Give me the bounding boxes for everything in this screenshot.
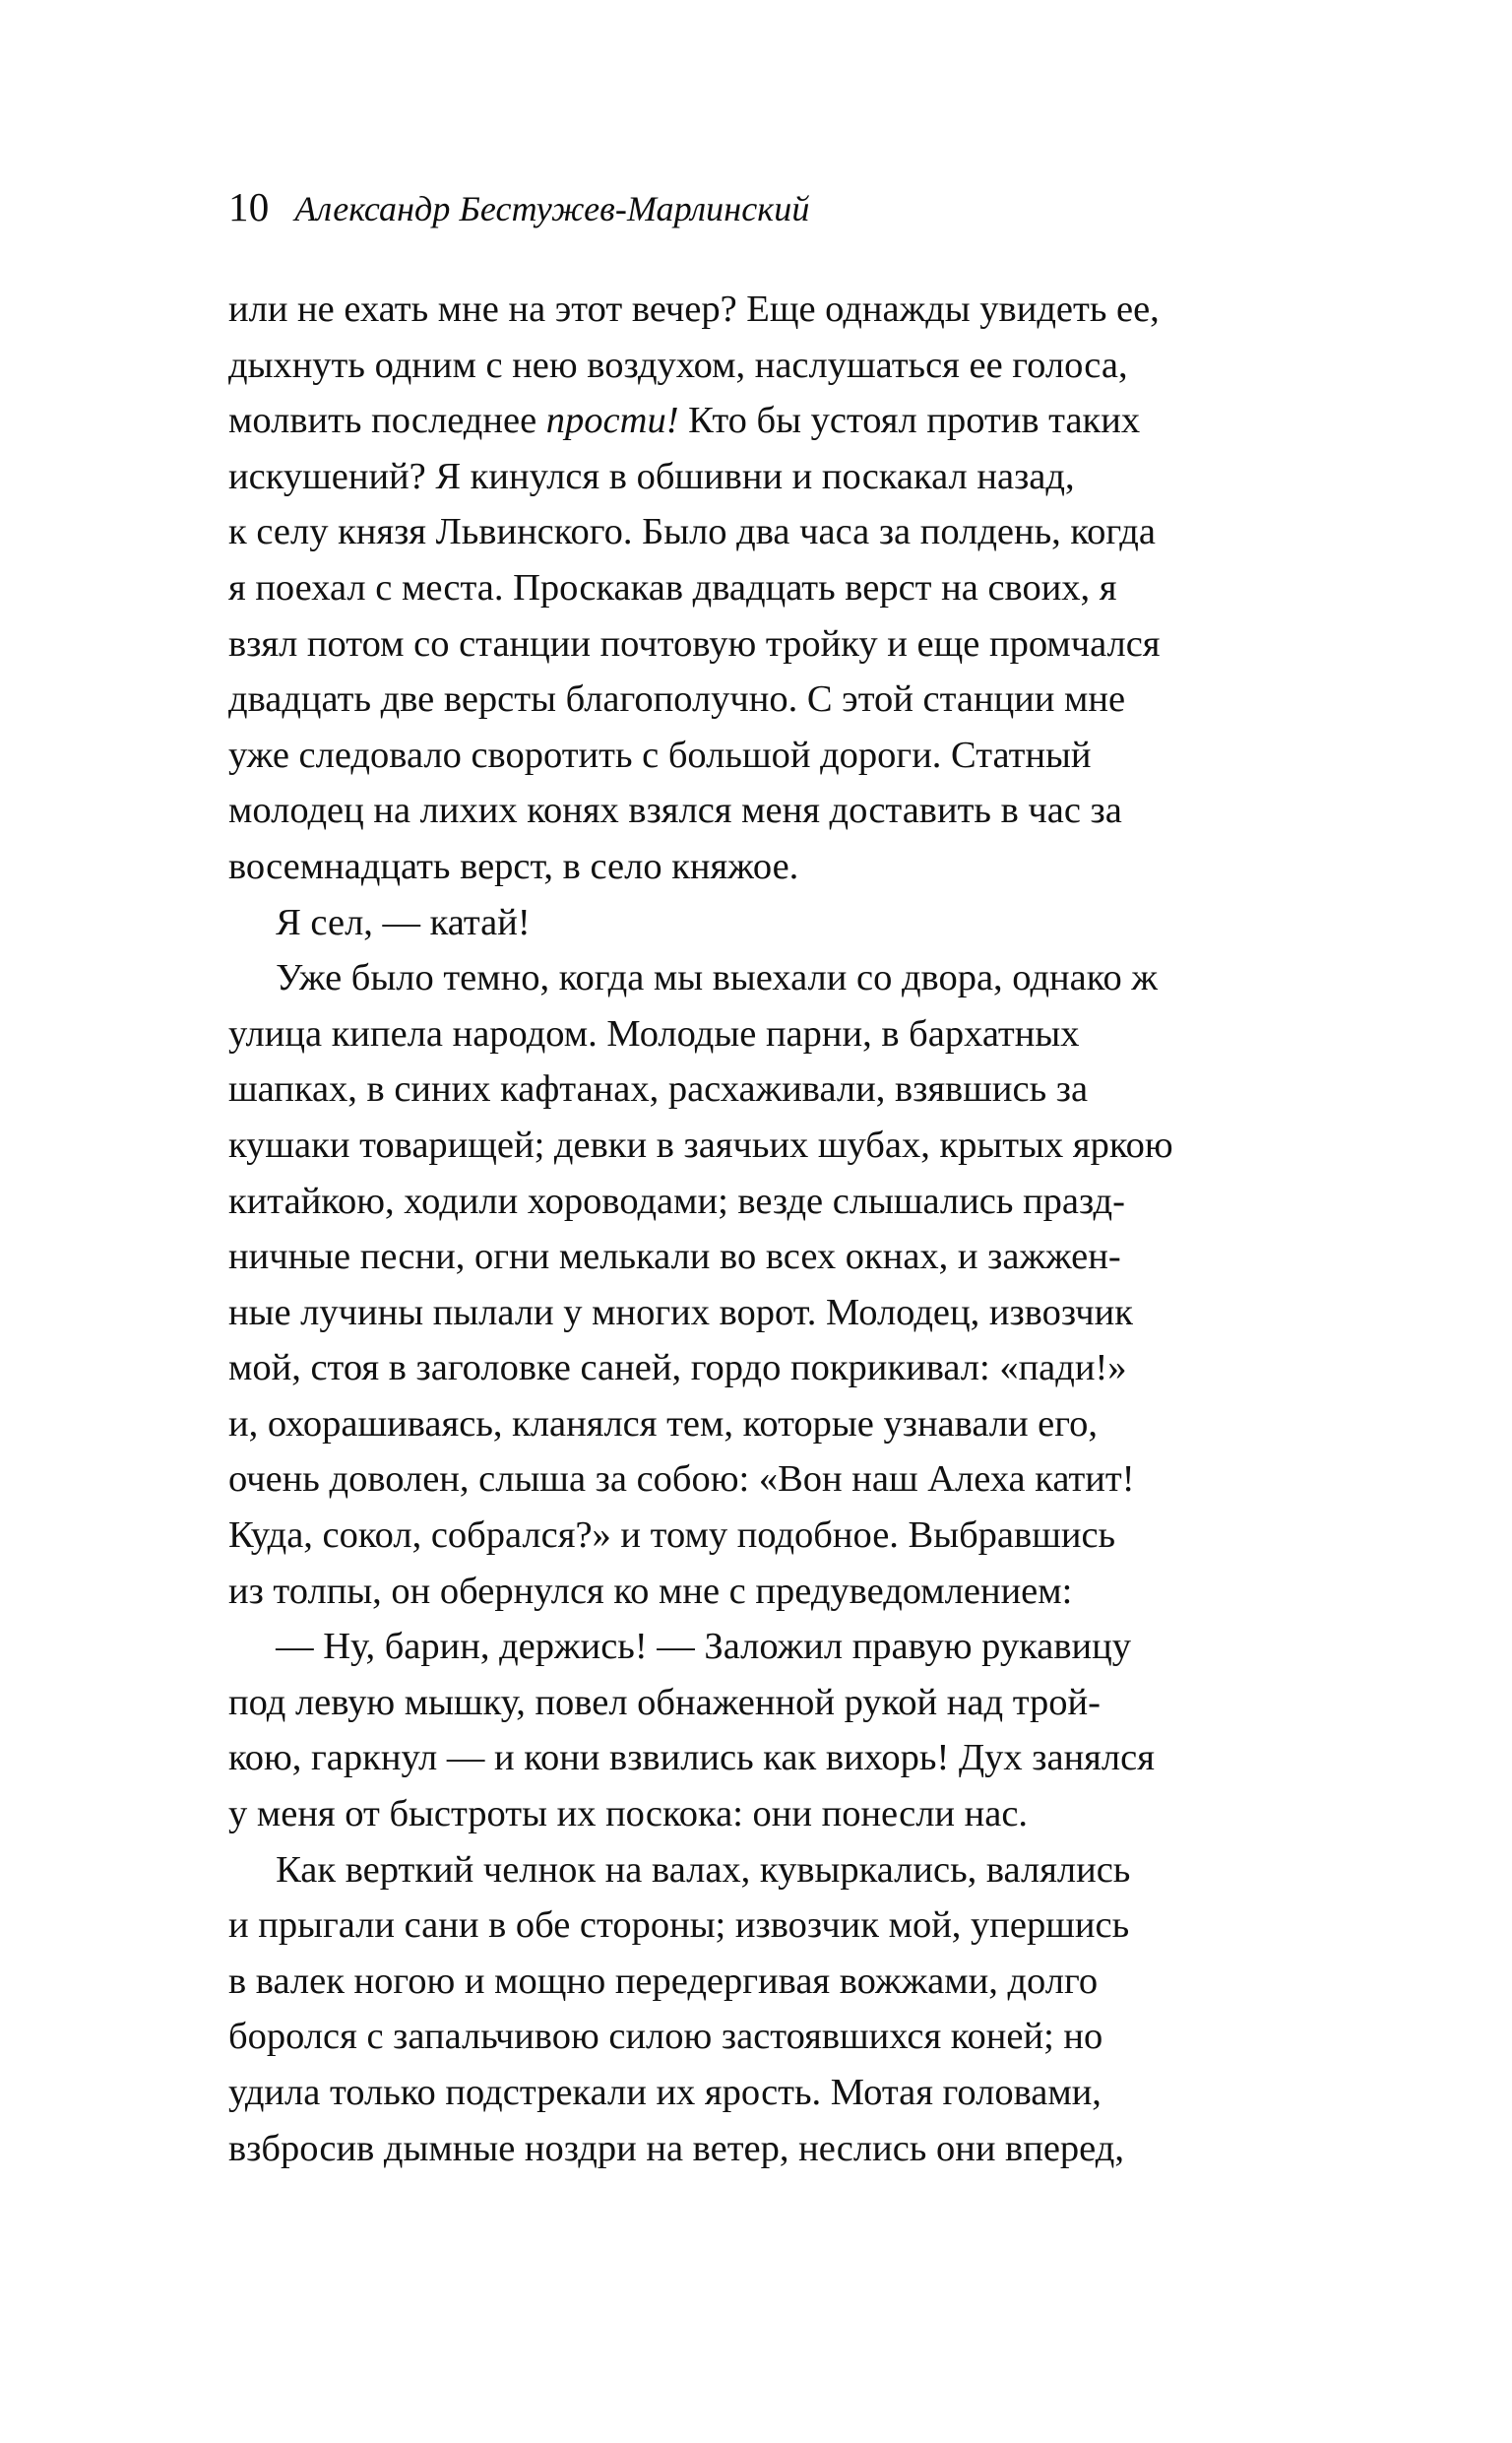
text-line: Я сел, — катай! [228, 901, 531, 943]
text-line: очень доволен, слыша за собою: «Вон наш Алеха катит! [228, 1458, 1135, 1501]
text-line: удила только подстрекали их ярость. Мотая головами, [228, 2072, 1102, 2113]
text-line: из толпы, он обернулся ко мне с предуведомлением: [228, 1570, 1073, 1612]
text-line: Куда, сокол, собрался?» и тому подобное. Выбравшись [228, 1514, 1116, 1557]
text-line: двадцать две версты благополучно. С этой станции мне [228, 678, 1126, 721]
text-line: уже следовало своротить с большой дороги. Статный [228, 734, 1092, 776]
text-line: взял потом со станции почтовую тройку и еще промчался [228, 622, 1161, 665]
text-line: ные лучины пылали у многих ворот. Молодец, извозчик [228, 1291, 1133, 1333]
text-line: ничные песни, огни мелькали во всех окнах, и зажжен- [228, 1236, 1121, 1278]
text-line: в валек ногою и мощно передергивая вожжами, долго [228, 1960, 1099, 2002]
text-line: кою, гаркнул — и кони взвились как вихорь! Дух занялся [228, 1737, 1155, 1779]
emphasis-text: прости! [545, 400, 679, 442]
text-line: Уже было темно, когда мы выехали со двора, однако ж [228, 957, 1158, 999]
text-line: под левую мышку, повел обнаженной рукой над трой- [228, 1681, 1101, 1723]
text-line: восемнадцать верст, в село княжое. [228, 845, 799, 887]
text-line: и, охорашиваясь, кланялся тем, которые узнавали его, [228, 1402, 1098, 1445]
text-line: и прыгали сани в обе стороны; извозчик мой, упершись [228, 1904, 1130, 1947]
text-line: боролся с запальчивою силою застоявшихся коней; но [228, 2016, 1103, 2058]
text-line: улица кипела народом. Молодые парни, в бархатных [228, 1012, 1080, 1055]
text-line: мой, стоя в заголовке саней, гордо покрикивал: «пади!» [228, 1347, 1127, 1389]
text-line: китайкою, ходили хороводами; везде слышались празд- [228, 1180, 1125, 1222]
text-line: я поехал с места. Проскакав двадцать верст на своих, я [228, 566, 1117, 609]
text-line: взбросив дымные ноздри на ветер, неслись они вперед, [228, 2127, 1124, 2169]
text-line: у меня от быстроты их поскока: они понесли нас. [228, 1793, 1029, 1835]
text-line: дыхнуть одним с нею воздухом, наслушаться ее голоса, [228, 344, 1128, 386]
text-line: — Ну, барин, держись! — Заложил правую рукавицу [228, 1626, 1131, 1668]
text-line: к селу князя Львинского. Было два часа за полдень, когда [228, 511, 1156, 553]
page-number: 10 [228, 184, 270, 229]
text-line: или не ехать мне на этот вечер? Еще однажды увидеть ее, [228, 289, 1160, 330]
text-line: Как верткий челнок на валах, кувыркались, валялись [228, 1848, 1131, 1891]
text-line: кушаки товарищей; девки в заячьих шубах, крытых яркою [228, 1124, 1173, 1166]
text-line: молодец на лихих конях взялся меня доставить в час за [228, 790, 1122, 832]
text-line: шапках, в синих кафтанах, расхаживали, взявшись за [228, 1068, 1089, 1111]
body-text [228, 282, 1354, 2176]
text-line: искушений? Я кинулся в обшивни и поскакал назад, [228, 455, 1075, 497]
text-line: молвить последнее прости! Кто бы устоял против таких [228, 400, 1141, 442]
running-title: Александр Бестужев-Марлинский [294, 189, 810, 228]
page-header [228, 183, 809, 230]
